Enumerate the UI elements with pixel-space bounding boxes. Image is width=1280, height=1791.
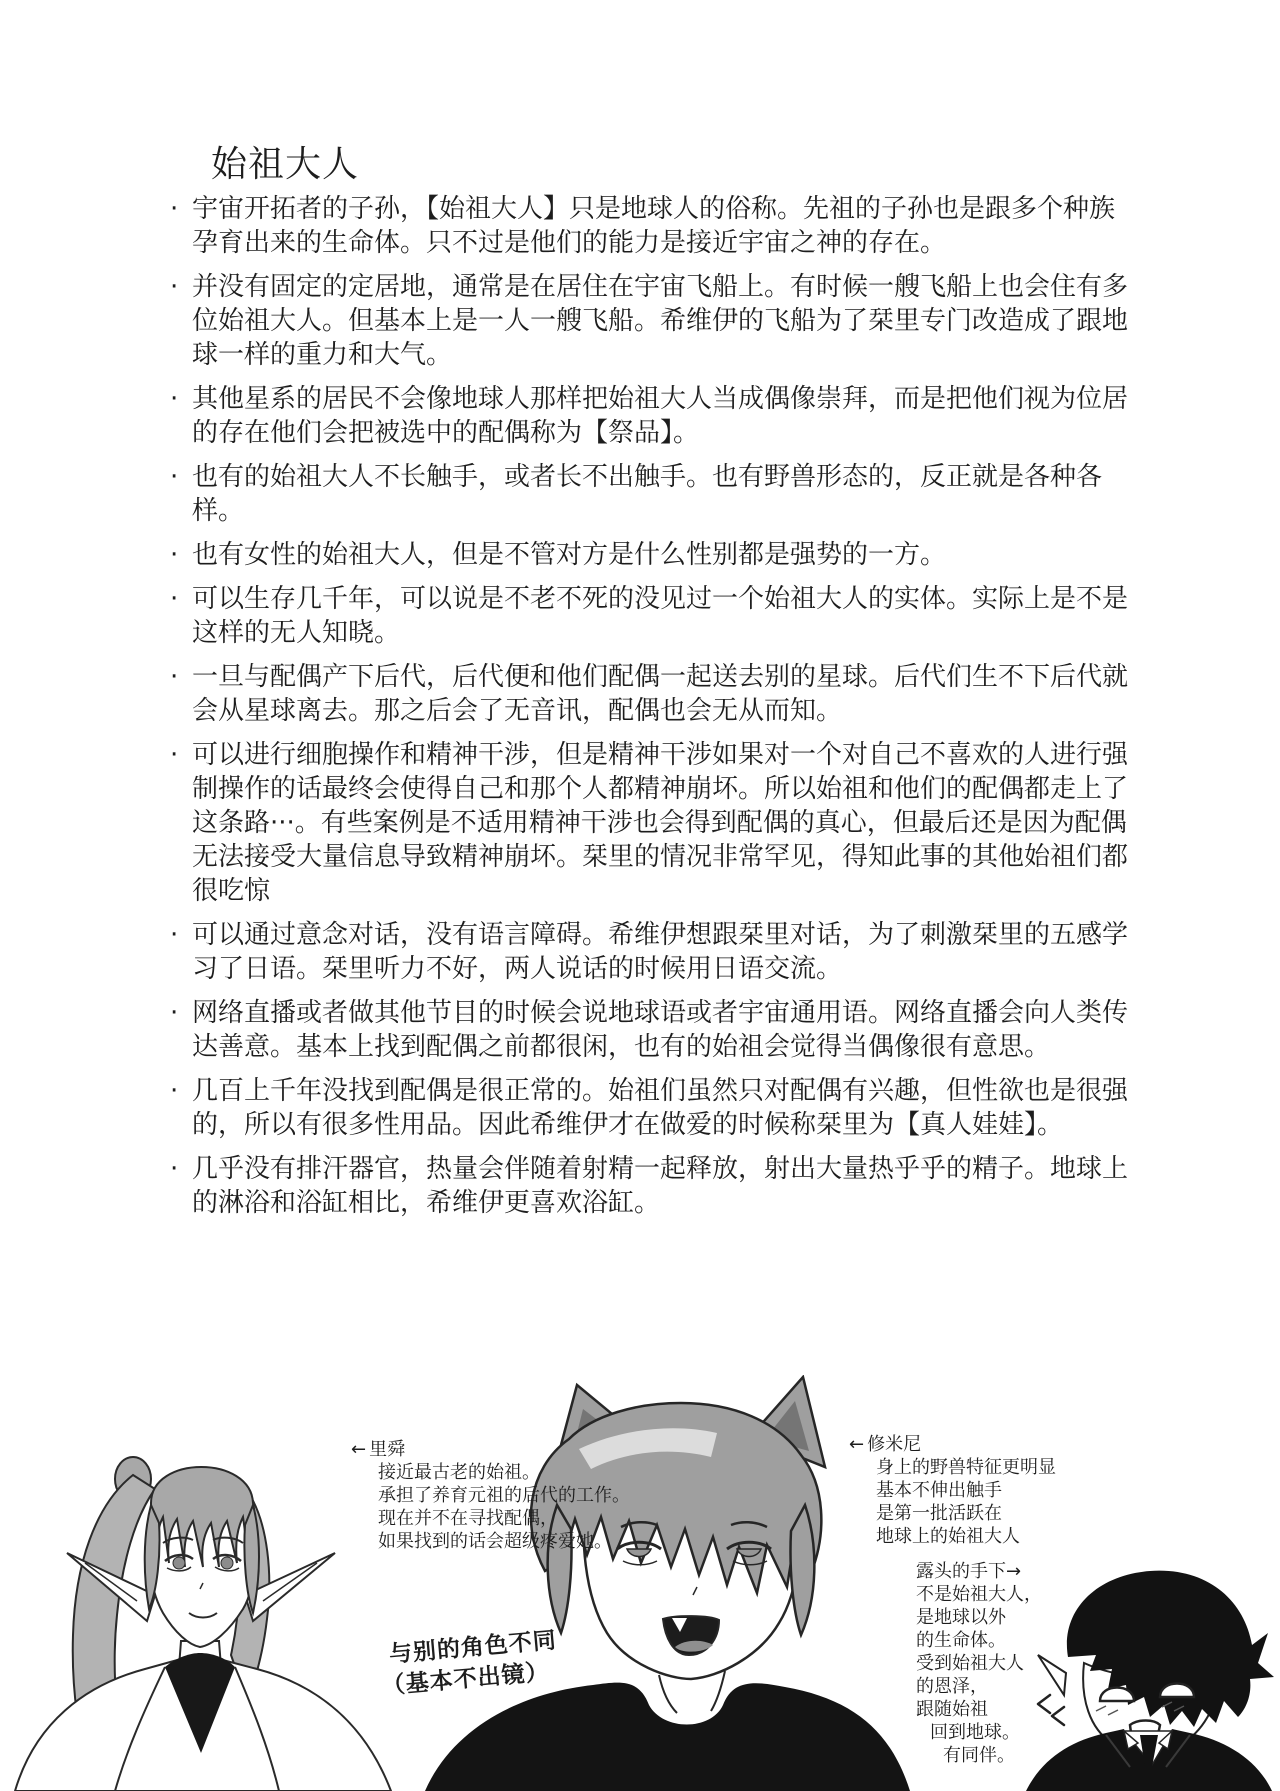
note-line: （基本不出镜） [380, 1659, 551, 1700]
bullet-marker: · [170, 1154, 179, 1184]
annotation-line: 地球上的始祖大人 [876, 1526, 1020, 1547]
annotation-line: 的恩泽， [916, 1676, 988, 1697]
character-name-lishun: 里舜 [369, 1439, 406, 1460]
bullet-text: 宇宙开拓者的子孙，【始祖大人】只是地球人的俗称。先祖的子孙也是跟多个种族孕育出来的生命体。只不过是他们的能力是接近宇宙之神的存在。 [192, 194, 1116, 258]
list-item [168, 996, 1140, 1064]
subordinate-title: 露头的手下 [916, 1561, 1006, 1582]
bullet-text: 其他星系的居民不会像地球人那样把始祖大人当成偶像崇拜，而是把他们视为位居的存在他们会把被选中的配偶称为【祭品】。 [192, 384, 1129, 448]
annotation-heading [351, 1438, 630, 1461]
bullet-text: 也有女性的始祖大人，但是不管对方是什么性别都是强势的一方。 [192, 540, 947, 570]
annotation-line: 身上的野兽特征更明显 [876, 1457, 1056, 1478]
bullet-marker: · [170, 462, 179, 492]
bullet-marker: · [170, 662, 179, 692]
character-name-shumini: 修米尼 [867, 1434, 922, 1455]
bullet-marker: · [170, 920, 179, 950]
list-item [168, 1152, 1140, 1220]
list-item [168, 660, 1140, 728]
bullet-text: 可以进行细胞操作和精神干涉，但是精神干涉如果对一个对自己不喜欢的人进行强制操作的话最终会使得自己和那个人都精神崩坏。所以始祖和他们的配偶都走上了这条路···。有些案例是不适用精神干涉也会得到配偶的真心，但最后还是因为配偶无法接受大量信息导致精神崩坏。栞里的情况非常罕见，得知此事的其他始祖们都很吃惊 [192, 740, 1129, 906]
annotation-heading [916, 1560, 1042, 1583]
annotation-line: 接近最古老的始祖。 [378, 1462, 540, 1483]
page-title: 始祖大人 [211, 144, 360, 185]
annotation-line: 的生命体。 [916, 1630, 1006, 1651]
bullet-text: 也有的始祖大人不长触手，或者长不出触手。也有野兽形态的，反正就是各种各样。 [192, 462, 1103, 526]
annotation-line: 受到始祖大人 [916, 1653, 1024, 1674]
bullet-marker: · [170, 384, 179, 414]
list-item [168, 270, 1140, 372]
bullet-marker: · [170, 740, 179, 770]
annotation-lishun [351, 1438, 630, 1553]
annotation-heading [849, 1433, 1056, 1456]
annotation-line: 是第一批活跃在 [876, 1503, 1002, 1524]
list-item [168, 538, 1140, 572]
list-item [168, 460, 1140, 528]
left-arrow-icon: ← [351, 1439, 367, 1460]
annotation-subordinate [916, 1560, 1042, 1767]
annotation-line: 如果找到的话会超级疼爱她。 [378, 1531, 612, 1552]
bullet-marker: · [170, 194, 179, 224]
bullet-text: 一旦与配偶产下后代，后代便和他们配偶一起送去别的星球。后代们生不下后代就会从星球离去。那之后会了无音讯，配偶也会无从而知。 [192, 662, 1129, 726]
annotation-line: 基本不伸出触手 [876, 1480, 1002, 1501]
info-list [168, 192, 1140, 1230]
bullet-marker: · [170, 998, 179, 1028]
annotation-line: 跟随始祖 [916, 1699, 988, 1720]
bullet-marker: · [170, 584, 179, 614]
bullet-marker: · [170, 540, 179, 570]
bullet-text: 几乎没有排汗器官，热量会伴随着射精一起释放，射出大量热乎乎的精子。地球上的淋浴和浴缸相比，希维伊更喜欢浴缸。 [192, 1154, 1129, 1218]
list-item [168, 582, 1140, 650]
list-item [168, 382, 1140, 450]
list-item [168, 1074, 1140, 1142]
right-arrow-icon: → [1006, 1561, 1022, 1582]
note-line: 与别的角色不同 [388, 1627, 558, 1669]
character-subordinate-illustration [1012, 1553, 1280, 1791]
list-item [168, 192, 1140, 260]
bullet-text: 可以通过意念对话，没有语言障碍。希维伊想跟栞里对话，为了刺激栞里的五感学习了日语。栞里听力不好，两人说话的时候用日语交流。 [192, 920, 1129, 984]
annotation-line: 现在并不在寻找配偶， [378, 1508, 558, 1529]
left-arrow-icon: ← [849, 1434, 865, 1455]
annotation-shumini [849, 1433, 1056, 1548]
annotation-line: 是地球以外 [916, 1607, 1006, 1628]
bullet-marker: · [170, 1076, 179, 1106]
list-item [168, 918, 1140, 986]
bullet-text: 并没有固定的定居地，通常是在居住在宇宙飞船上。有时候一艘飞船上也会住有多位始祖大人。但基本上是一人一艘飞船。希维伊的飞船为了栞里专门改造成了跟地球一样的重力和大气。 [192, 272, 1129, 370]
bullet-text: 网络直播或者做其他节目的时候会说地球语或者宇宙通用语。网络直播会向人类传达善意。基本上找到配偶之前都很闲，也有的始祖会觉得当偶像很有意思。 [192, 998, 1129, 1062]
bullet-text: 可以生存几千年，可以说是不老不死的没见过一个始祖大人的实体。实际上是不是这样的无人知晓。 [192, 584, 1129, 648]
annotation-line: 回到地球。 [930, 1722, 1020, 1743]
character-lishun-illustration [5, 1405, 405, 1791]
annotation-line: 承担了养育元祖的后代的工作。 [378, 1485, 630, 1506]
bullet-text: 几百上千年没找到配偶是很正常的。始祖们虽然只对配偶有兴趣，但性欲也是很强的，所以有很多性用品。因此希维伊才在做爱的时候称栞里为【真人娃娃】。 [192, 1076, 1129, 1140]
list-item [168, 738, 1140, 908]
annotation-line: 有同伴。 [943, 1745, 1015, 1766]
bullet-marker: · [170, 272, 179, 302]
annotation-line: 不是始祖大人， [916, 1584, 1042, 1605]
